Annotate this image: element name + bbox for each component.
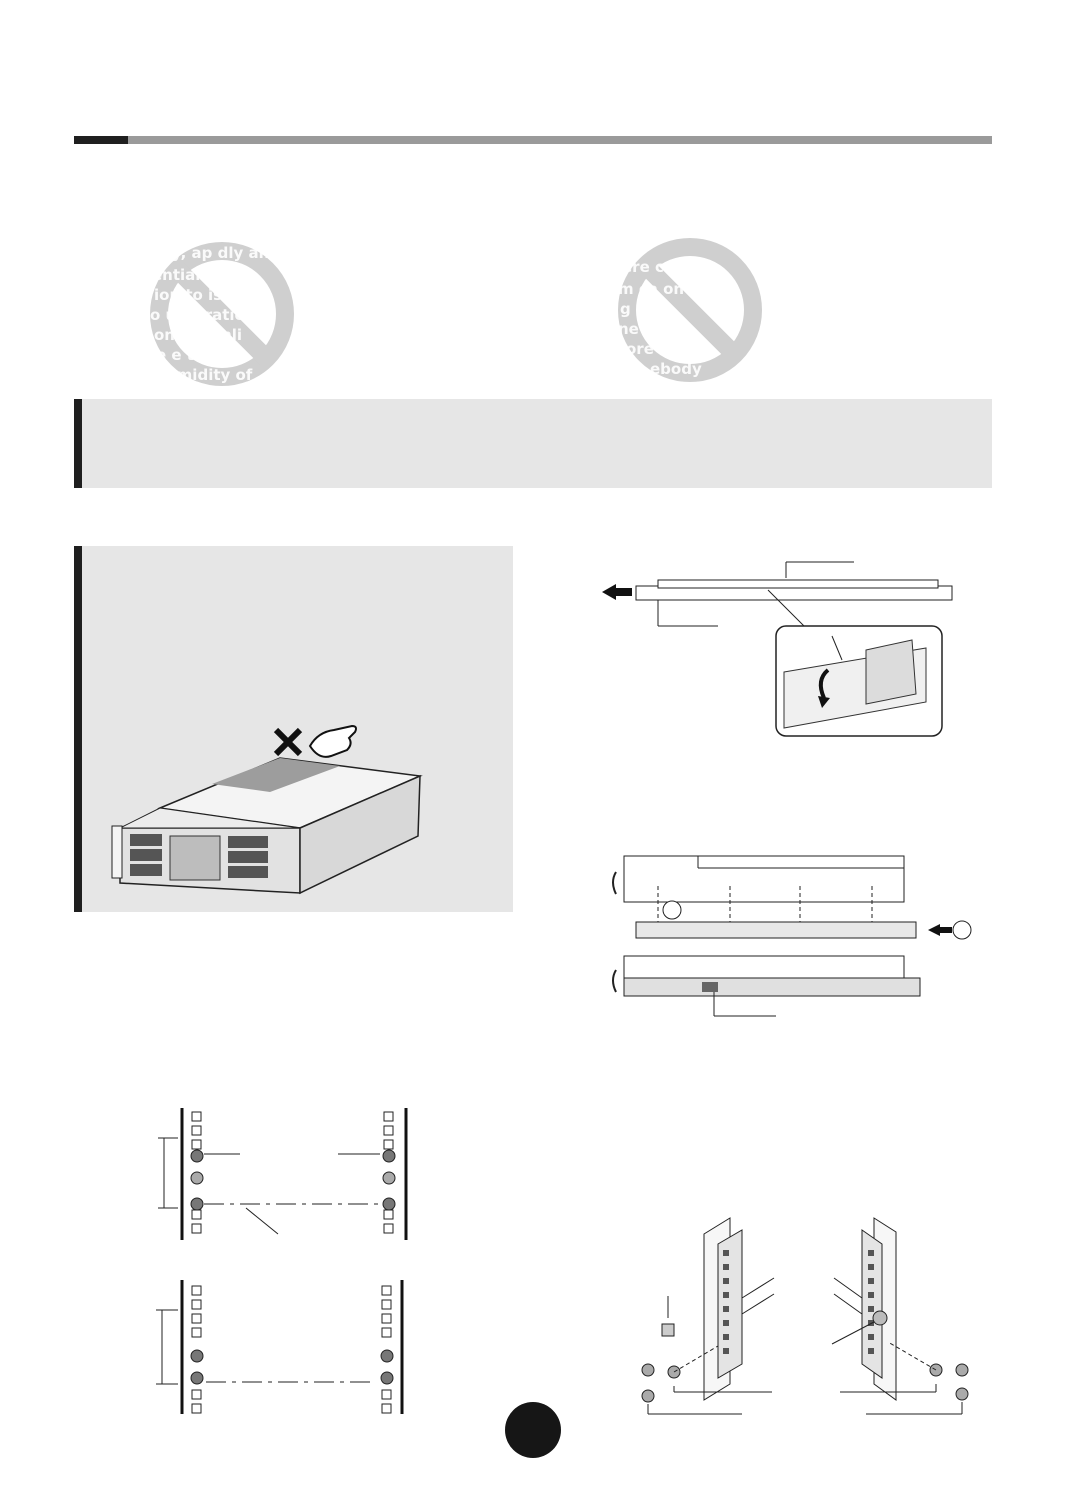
watermark-line: m ca on — [618, 280, 685, 298]
rail-slide-diagram — [596, 552, 956, 742]
header-rule — [128, 136, 992, 144]
watermark-line: on ct sunli — [154, 326, 243, 344]
rack-mount-diagram — [634, 1214, 974, 1420]
caution-panel-accent — [74, 546, 82, 912]
prohibited-symbol-icon — [612, 232, 768, 388]
watermark-line: ion to is — [154, 286, 223, 304]
watermark-line: ere c to — [622, 258, 687, 276]
watermark-line: y, ap dly an — [172, 244, 270, 262]
prohibited-symbol-icon — [144, 236, 300, 392]
header-rule-accent — [74, 136, 128, 144]
watermark-line: ential — [152, 266, 201, 284]
watermark-line: ebody — [650, 360, 702, 378]
arrow-left-icon — [928, 924, 952, 936]
notice-panel-accent — [74, 399, 82, 488]
rack-hole-diagram — [148, 1276, 412, 1418]
arrow-left-icon — [602, 584, 632, 600]
page-number-badge — [505, 1402, 561, 1458]
watermark-line: e e ture — [156, 346, 223, 364]
server-do-not-press-illustration — [100, 718, 430, 903]
watermark-line: g ng — [620, 300, 658, 318]
notice-panel — [74, 399, 992, 488]
hand-icon — [310, 726, 356, 757]
watermark-line: ore ce — [626, 340, 679, 358]
watermark-line: o ure, ratio — [150, 306, 245, 324]
rack-hole-diagram — [148, 1104, 412, 1244]
inner-rail-attach-diagram — [606, 852, 976, 1022]
watermark-line: ne en ne — [618, 320, 692, 338]
watermark-line: umidity of — [166, 366, 253, 384]
cage-nut-icon — [662, 1324, 674, 1336]
